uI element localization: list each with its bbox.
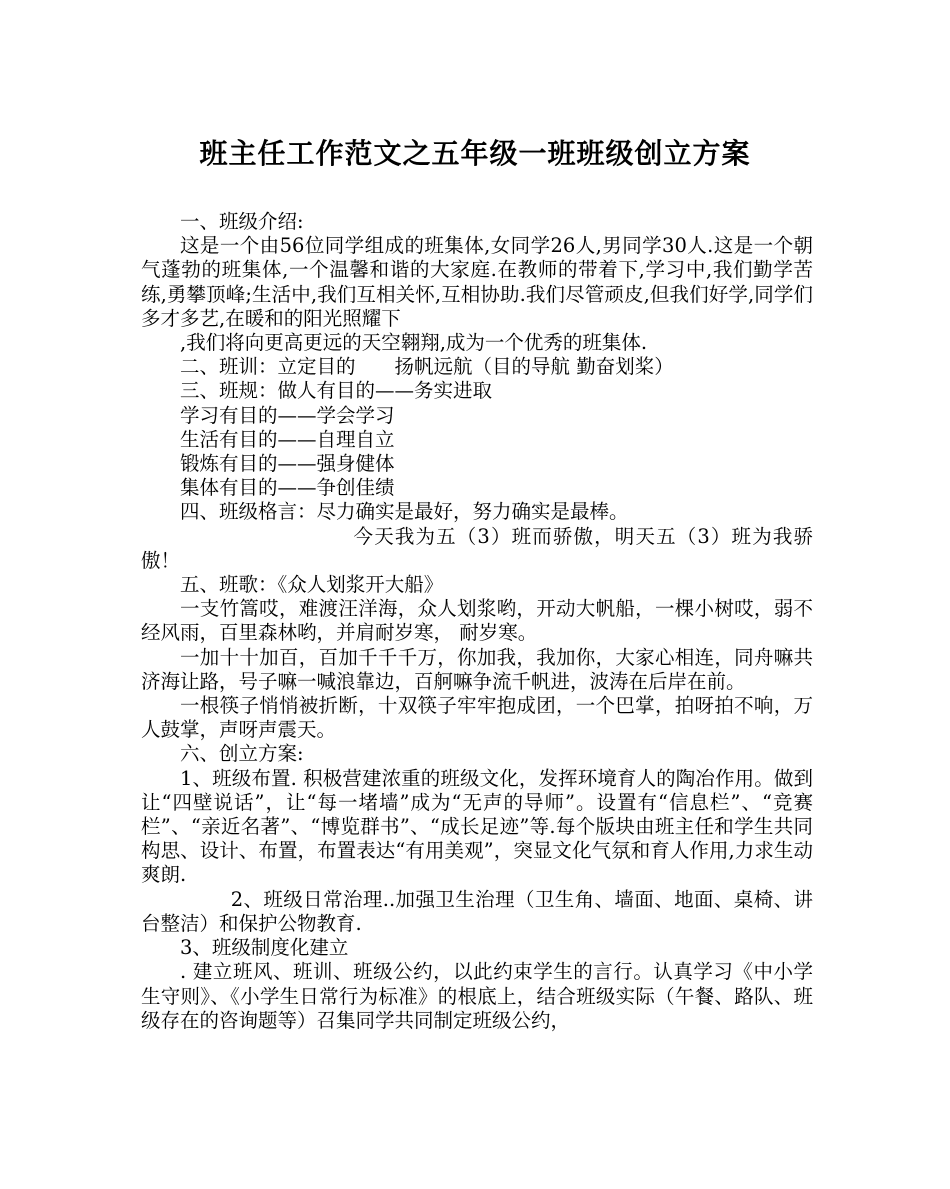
plan-item-layout: 1、班级布置. 积极营建浓重的班级文化，发挥环境育人的陶冶作用。做到让“四壁说话”，让“每一堵墙”成为“无声的导师”。设置有“信息栏”、“竞赛栏”、“亲近名著”、“博览群书”、“成长足迹”等.每个版块由班主任和学生共同构思、设计、布置，布置表达“有用美观”，突显文化气氛和育人作用,力求生动爽朗. — [141, 766, 813, 887]
section-heading-class-song: 五、班歌：《众人划浆开大船》 — [180, 573, 444, 597]
section-heading-class-maxim: 四、班级格言：尽力确实是最好，努力确实是最棒。 — [180, 500, 629, 524]
section-heading-class-rules: 三、班规：做人有目的——务实进取 — [180, 379, 493, 403]
rule-item-collective: 集体有目的——争创佳绩 — [180, 476, 395, 500]
paragraph-class-intro-continued: ,我们将向更高更远的天空翱翔,成为一个优秀的班集体. — [180, 331, 648, 355]
section-heading-class-intro: 一、班级介绍: — [180, 210, 304, 233]
document-body — [141, 210, 813, 1033]
paragraph-class-intro: 这是一个由56位同学组成的班集体,女同学26人,男同学30人.这是一个朝气蓬勃的班集体,一个温馨和谐的大家庭.在教师的带着下,学习中,我们勤学苦练,勇攀顶峰;生活中,我们互相关怀,互相协助.我们尽管顽皮,但我们好学,同学们多才多艺,在暖和的阳光照耀下 — [141, 234, 813, 330]
section-heading-class-motto: 二、班训：立定目的 扬帆远航（目的导航 勤奋划桨） — [180, 355, 674, 379]
document-title: 班主任工作范文之五年级一班班级创立方案 — [199, 137, 751, 170]
rule-item-study: 学习有目的——学会学习 — [180, 403, 395, 427]
song-verse-1: 一支竹篙哎，难渡汪洋海，众人划浆哟，开动大帆船，一棵小树哎，弱不经风雨，百里森林哟，并肩耐岁寒， 耐岁寒。 — [141, 597, 813, 645]
plan-item-institution: 3、班级制度化建立 — [180, 936, 349, 960]
plan-item-management: 2、班级日常治理..加强卫生治理（卫生角、墙面、地面、桌椅、讲台整洁）和保护公物教育. — [141, 887, 813, 935]
song-verse-2: 一加十十加百，百加千千千万，你加我，我加你，大家心相连，同舟嘛共济海让路，号子嘛一喊浪靠边，百舸嘛争流千帆进，波涛在后岸在前。 — [141, 645, 813, 693]
rule-item-life: 生活有目的——自理自立 — [180, 427, 395, 451]
maxim-line: 今天我为五（3）班而骄傲，明天五（3）班为我骄傲！ — [141, 524, 813, 572]
plan-item-institution-detail: . 建立班风、班训、班级公约，以此约束学生的言行。认真学习《中小学生守则》、《小学生日常行为标准》的根底上，结合班级实际（午餐、路队、班级存在的咨询题等）召集同学共同制定班级公约， — [141, 960, 813, 1032]
rule-item-exercise: 锻炼有目的——强身健体 — [180, 452, 395, 476]
song-verse-3: 一根筷子悄悄被折断，十双筷子牢牢抱成团，一个巴掌，拍呀拍不响，万人鼓掌，声呀声震天。 — [141, 694, 813, 742]
section-heading-plan: 六、创立方案: — [180, 742, 304, 766]
